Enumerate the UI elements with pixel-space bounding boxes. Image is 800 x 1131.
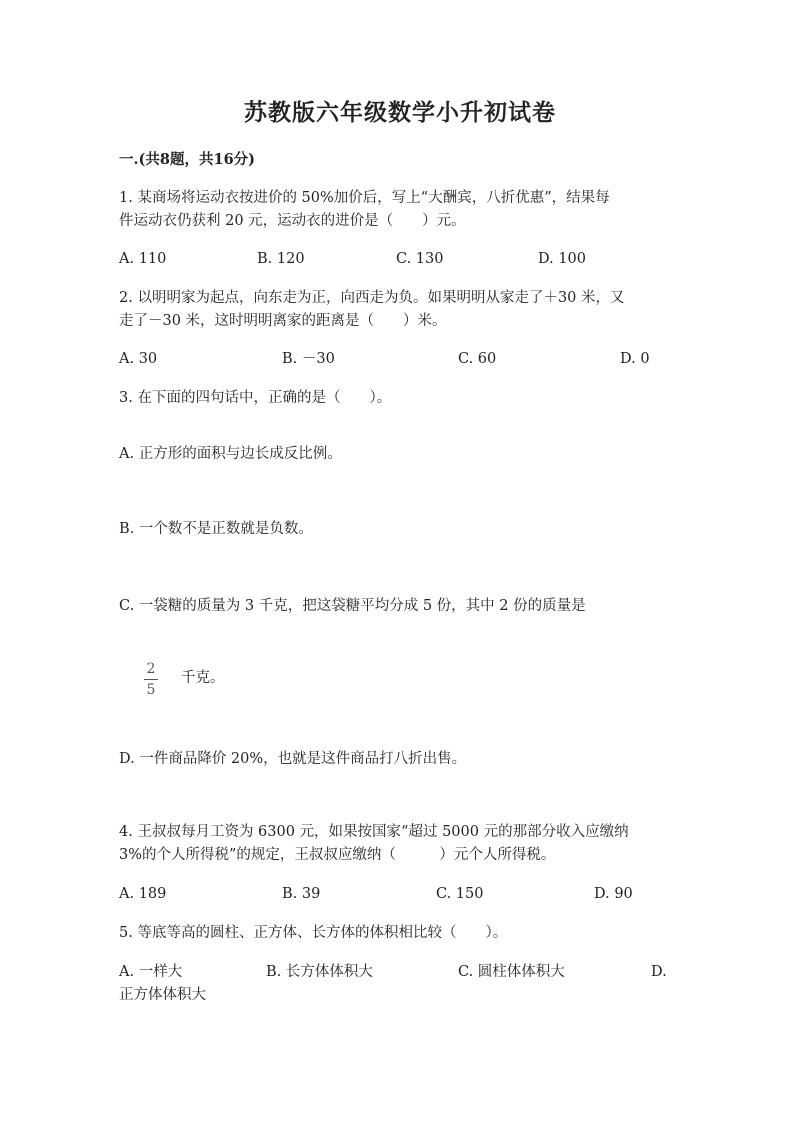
question-5-option-a: A. 一样大 — [119, 964, 183, 980]
question-1-option-d: D. 100 — [538, 251, 587, 267]
question-2-option-a: A. 30 — [119, 351, 158, 367]
question-2-line-2: 走了－30 米，这时明明离家的距离是（ ）米。 — [119, 313, 447, 329]
question-4-option-c: C. 150 — [436, 886, 484, 902]
question-2-option-c: C. 60 — [458, 351, 497, 367]
question-3-line-1: 3. 在下面的四句话中，正确的是（ ）。 — [119, 390, 392, 406]
question-3-option-a: A. 正方形的面积与边长成反比例。 — [119, 446, 342, 462]
question-4-line-2: 3%的个人所得税”的规定，王叔叔应缴纳（ ）元个人所得税。 — [119, 847, 556, 863]
question-3-option-c-tail: 千克。 — [181, 670, 225, 686]
fraction-denominator: 5 — [146, 682, 156, 698]
question-4-option-b: B. 39 — [282, 886, 321, 902]
page-title: 苏教版六年级数学小升初试卷 — [244, 99, 556, 126]
question-1-option-a: A. 110 — [119, 251, 167, 267]
question-5-line-1: 5. 等底等高的圆柱、正方体、长方体的体积相比较（ ）。 — [119, 925, 508, 941]
question-3-option-d: D. 一件商品降价 20%，也就是这件商品打八折出售。 — [119, 751, 467, 767]
question-2-option-b: B. －30 — [282, 351, 335, 367]
question-3-option-b: B. 一个数不是正数就是负数。 — [119, 521, 313, 537]
question-3-option-c: C. 一袋糖的质量为 3 千克，把这袋糖平均分成 5 份，其中 2 份的质量是 — [119, 598, 586, 614]
question-5-option-b: B. 长方体体积大 — [266, 964, 373, 980]
fraction-numerator: 2 — [146, 661, 156, 677]
fraction-bar — [144, 679, 158, 680]
question-2-line-1: 2. 以明明家为起点，向东走为正，向西走为负。如果明明从家走了＋30 米，又 — [119, 290, 625, 306]
question-1-option-c: C. 130 — [396, 251, 444, 267]
section-heading: 一.(共8题，共16分) — [119, 151, 256, 168]
fraction-two-fifths — [144, 661, 158, 698]
question-5-option-c: C. 圆柱体体积大 — [458, 964, 565, 980]
question-5-option-d: D. — [651, 964, 667, 980]
question-1-line-2: 件运动衣仍获利 20 元，运动衣的进价是（ ）元。 — [119, 213, 466, 229]
question-5-option-d-text: 正方体体积大 — [119, 987, 206, 1003]
question-4-option-a: A. 189 — [119, 886, 167, 902]
question-1-option-b: B. 120 — [257, 251, 305, 267]
question-2-option-d: D. 0 — [620, 351, 650, 367]
question-1-line-1: 1. 某商场将运动衣按进价的 50%加价后，写上“大酬宾，八折优惠”，结果每 — [119, 190, 610, 206]
question-4-line-1: 4. 王叔叔每月工资为 6300 元，如果按国家“超过 5000 元的那部分收入应缴纳 — [119, 824, 629, 840]
question-4-option-d: D. 90 — [594, 886, 633, 902]
